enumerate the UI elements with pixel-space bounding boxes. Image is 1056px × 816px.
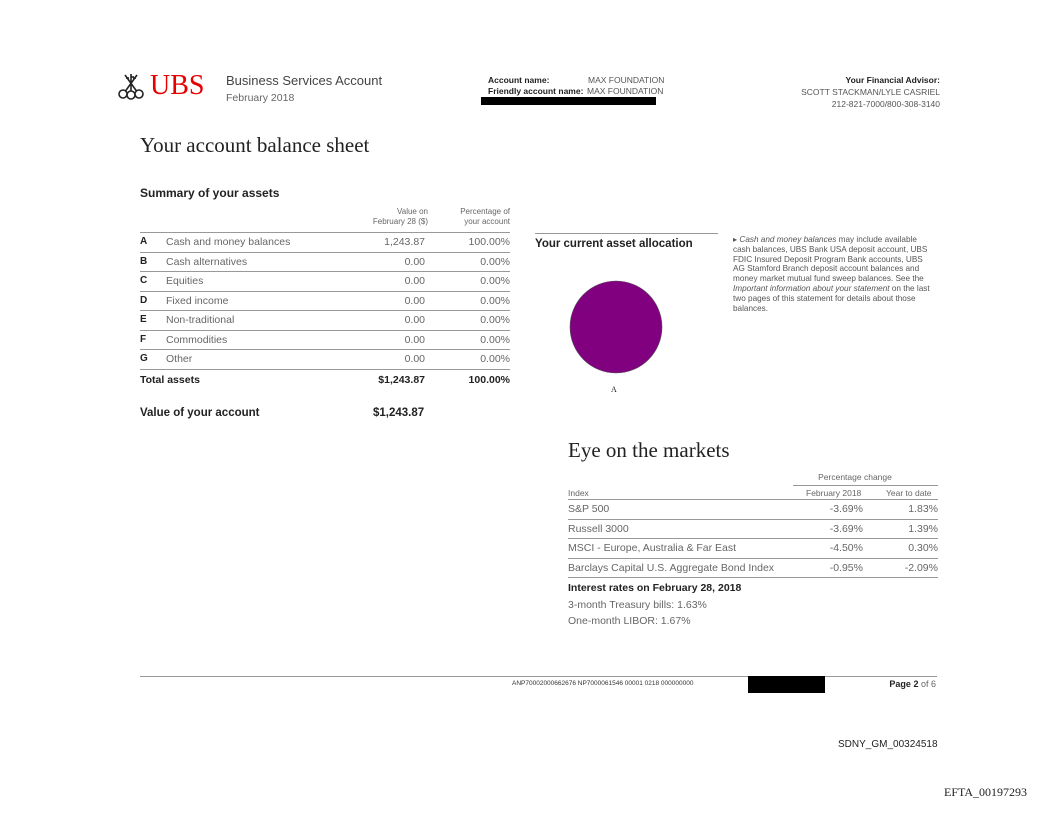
redaction-bar [481,97,656,105]
asset-value: 0.00 [404,353,425,365]
asset-name: Cash and money balances [166,236,291,248]
friendly-name-value: MAX FOUNDATION [587,86,664,96]
bullet-icon: ▸ [733,235,738,244]
advisor-name: SCOTT STACKMAN/LYLE CASRIEL [801,87,940,97]
asset-letter: D [140,294,148,306]
account-name-value: MAX FOUNDATION [588,75,665,85]
market-row [568,539,938,559]
asset-pct: 0.00% [480,314,510,326]
asset-pct: 0.00% [480,275,510,287]
account-value-label: Value of your account [140,407,260,419]
asset-pct: 0.00% [480,294,510,307]
asset-value: 0.00 [404,294,425,307]
account-value: $1,243.87 [373,407,425,419]
market-ytd-change: 0.30% [908,542,938,554]
market-index-name: MSCI - Europe, Australia & Far East [568,542,737,554]
col-pct-header: Percentage of your account [460,207,510,226]
asset-value: 0.00 [404,255,425,268]
pie-slice-a [570,281,662,373]
interest-rates-title: Interest rates on February 28, 2018 [568,582,742,594]
markets-title: Eye on the markets [568,438,730,462]
market-row [568,500,938,520]
col-index-header: Index [568,488,589,498]
asset-value: 0.00 [404,314,425,326]
asset-name: Other [166,353,193,365]
friendly-name-label: Friendly account name: [488,86,584,96]
asset-letter: A [140,236,148,247]
asset-row [140,272,510,292]
market-feb-change: -4.50% [829,542,863,554]
allocation-pie-chart [569,280,663,374]
asset-row [140,233,510,253]
document-title: Business Services Account [226,73,383,88]
market-index-name: Russell 3000 [568,522,629,535]
asset-value: 1,243.87 [384,236,425,248]
page-number: Page 2 of 6 [889,679,936,689]
asset-name: Fixed income [166,294,229,307]
asset-name: Equities [166,275,204,287]
asset-letter: G [140,353,148,364]
asset-letter: E [140,314,147,325]
asset-pct: 0.00% [480,353,510,365]
advisor-title: Your Financial Advisor: [845,75,940,85]
total-assets-value: $1,243.87 [378,374,425,386]
account-value-row [140,407,430,419]
market-ytd-change: 1.83% [908,503,938,515]
market-row [568,520,938,540]
footer-code: ANP70002000662676 NP7000061546 00001 0218 000000000 [512,680,694,687]
treasury-rate: 3-month Treasury bills: 1.63% [568,599,707,611]
market-ytd-change: -2.09% [904,561,938,574]
asset-row [140,350,510,370]
asset-value: 0.00 [404,333,425,346]
efta-bates-number: EFTA_00197293 [944,785,1028,799]
sdny-bates-number: SDNY_GM_00324518 [838,739,938,750]
market-feb-change: -0.95% [829,561,863,574]
ubs-keys-icon [116,71,146,101]
market-index-name: Barclays Capital U.S. Aggregate Bond Index [568,561,775,574]
asset-letter: C [140,275,148,286]
statement-date: February 2018 [226,92,295,104]
market-index-name: S&P 500 [568,503,610,515]
col-value-header: Value on February 28 ($) [372,207,428,226]
asset-letter: B [140,255,148,267]
total-assets-row [140,373,510,391]
col-feb-header: February 2018 [806,488,862,498]
page-title: Your account balance sheet [140,133,370,157]
asset-row [140,311,510,331]
pie-slice-label: A [611,385,617,394]
market-feb-change: -3.69% [829,503,863,515]
market-row [568,559,938,579]
asset-pct: 100.00% [468,236,510,248]
asset-pct: 0.00% [480,255,510,268]
total-assets-pct: 100.00% [468,374,510,386]
market-feb-change: -3.69% [829,522,863,535]
logo-text: UBS [150,70,205,101]
asset-row [140,331,510,351]
pct-change-divider [793,485,938,486]
summary-title: Summary of your assets [140,186,280,200]
cash-balances-note: ▸ Cash and money balances may include available cash balances, UBS Bank USA deposit account, UBS FDIC Insured Deposit Program Bank accounts, UBS AG Stamford Branch deposit account balances and money market mutual fund sweep balances. See the Important information about your statement on the last two pages of this statement for details about those balances. [733,235,930,313]
libor-rate: One-month LIBOR: 1.67% [568,615,691,627]
total-assets-label: Total assets [140,374,200,386]
asset-row [140,253,510,273]
asset-name: Cash alternatives [166,255,248,268]
footer-redaction-bar [748,676,825,693]
asset-value: 0.00 [404,275,425,287]
allocation-title: Your current asset allocation [535,238,693,250]
asset-name: Non-traditional [166,314,235,326]
asset-pct: 0.00% [480,333,510,346]
account-name-label: Account name: [488,75,550,85]
col-ytd-header: Year to date [886,488,932,498]
advisor-phone: 212-821-7000/800-308-3140 [831,99,940,109]
asset-letter: F [140,333,147,345]
ubs-logo [116,70,204,102]
asset-row [140,292,510,312]
market-ytd-change: 1.39% [908,522,938,535]
asset-name: Commodities [166,333,228,346]
allocation-divider [535,233,718,234]
pct-change-label: Percentage change [818,472,892,482]
